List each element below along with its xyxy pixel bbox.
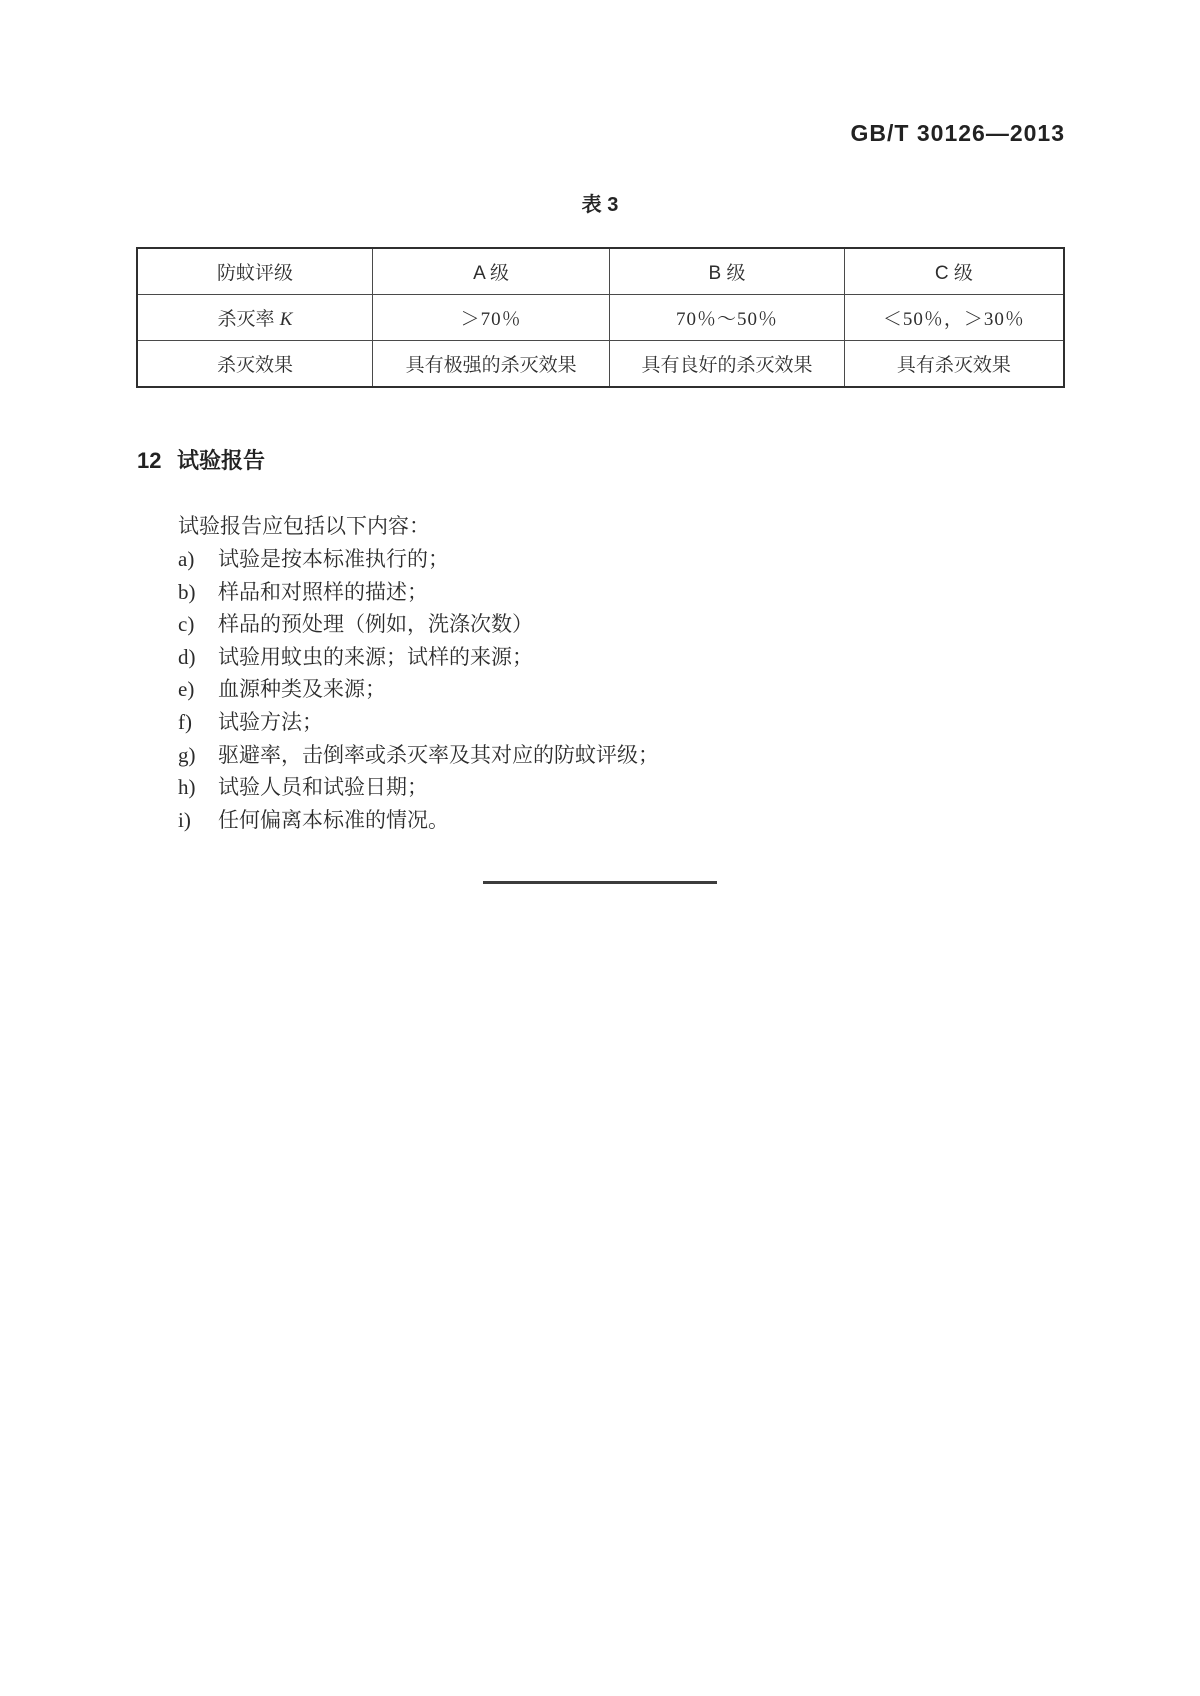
table-cell-effect-c: 具有杀灭效果 <box>844 341 1064 388</box>
list-item-text: 任何偏离本标准的情况。 <box>218 807 449 832</box>
list-item-label: i) <box>178 807 191 832</box>
table-cell-grade-c: C 级 <box>844 248 1064 295</box>
table-cell-effect-b: 具有良好的杀灭效果 <box>610 341 845 388</box>
report-list <box>178 543 659 836</box>
list-item-text: 试验人员和试验日期； <box>218 775 428 800</box>
table-cell-kill-rate-a: ＞70％ <box>372 295 609 341</box>
end-of-document-rule <box>483 881 717 884</box>
list-item-text: 试验方法； <box>218 709 323 734</box>
list-item <box>178 739 659 772</box>
list-item-label: e) <box>178 677 195 702</box>
section-heading <box>137 444 265 475</box>
list-item-label: b) <box>178 579 196 604</box>
list-item-text: 试验是按本标准执行的； <box>218 547 449 571</box>
list-item-text: 血源种类及来源； <box>218 677 386 702</box>
list-item-label: g) <box>178 742 196 767</box>
kill-rate-variable: K <box>279 309 293 330</box>
list-item <box>178 706 659 739</box>
table-cell-effect-a: 具有极强的杀灭效果 <box>372 341 609 388</box>
list-item <box>178 641 659 674</box>
kill-rate-label: 杀灭率 <box>217 309 275 330</box>
list-item <box>178 543 659 576</box>
list-item-text: 驱避率，击倒率或杀灭率及其对应的防蚊评级； <box>218 742 659 767</box>
report-intro: 试验报告应包括以下内容： <box>178 514 430 538</box>
list-item-label: d) <box>178 644 196 669</box>
table-cell-grade-a: A 级 <box>372 248 609 295</box>
table-caption: 表 3 <box>581 194 619 216</box>
section-number: 12 <box>137 448 162 473</box>
standard-code: GB/T 30126—2013 <box>850 120 1065 146</box>
table-cell-kill-rate-c: ＜50％，＞30％ <box>844 295 1064 341</box>
list-item <box>178 804 659 837</box>
list-item <box>178 608 659 641</box>
table-cell-rating-label: 防蚊评级 <box>137 248 372 295</box>
list-item-label: h) <box>178 775 196 800</box>
table-row-effect <box>137 341 1064 388</box>
table-row-header <box>137 248 1064 295</box>
list-item-label: a) <box>178 547 195 571</box>
list-item-label: f) <box>178 709 192 734</box>
list-item-label: c) <box>178 612 195 637</box>
list-item-text: 试验用蚊虫的来源；试样的来源； <box>218 644 533 669</box>
table-cell-kill-rate-b: 70％～50％ <box>610 295 845 341</box>
rating-table <box>136 247 1065 388</box>
list-item <box>178 673 659 706</box>
table-row-kill-rate <box>137 295 1064 341</box>
table-cell-kill-rate-label <box>137 295 372 341</box>
table-cell-effect-label: 杀灭效果 <box>137 341 372 388</box>
list-item-text: 样品的预处理（例如，洗涤次数） <box>218 612 533 637</box>
list-item-text: 样品和对照样的描述； <box>218 579 428 604</box>
list-item <box>178 771 659 804</box>
table-cell-grade-b: B 级 <box>610 248 845 295</box>
list-item <box>178 576 659 609</box>
section-title: 试验报告 <box>177 448 266 473</box>
